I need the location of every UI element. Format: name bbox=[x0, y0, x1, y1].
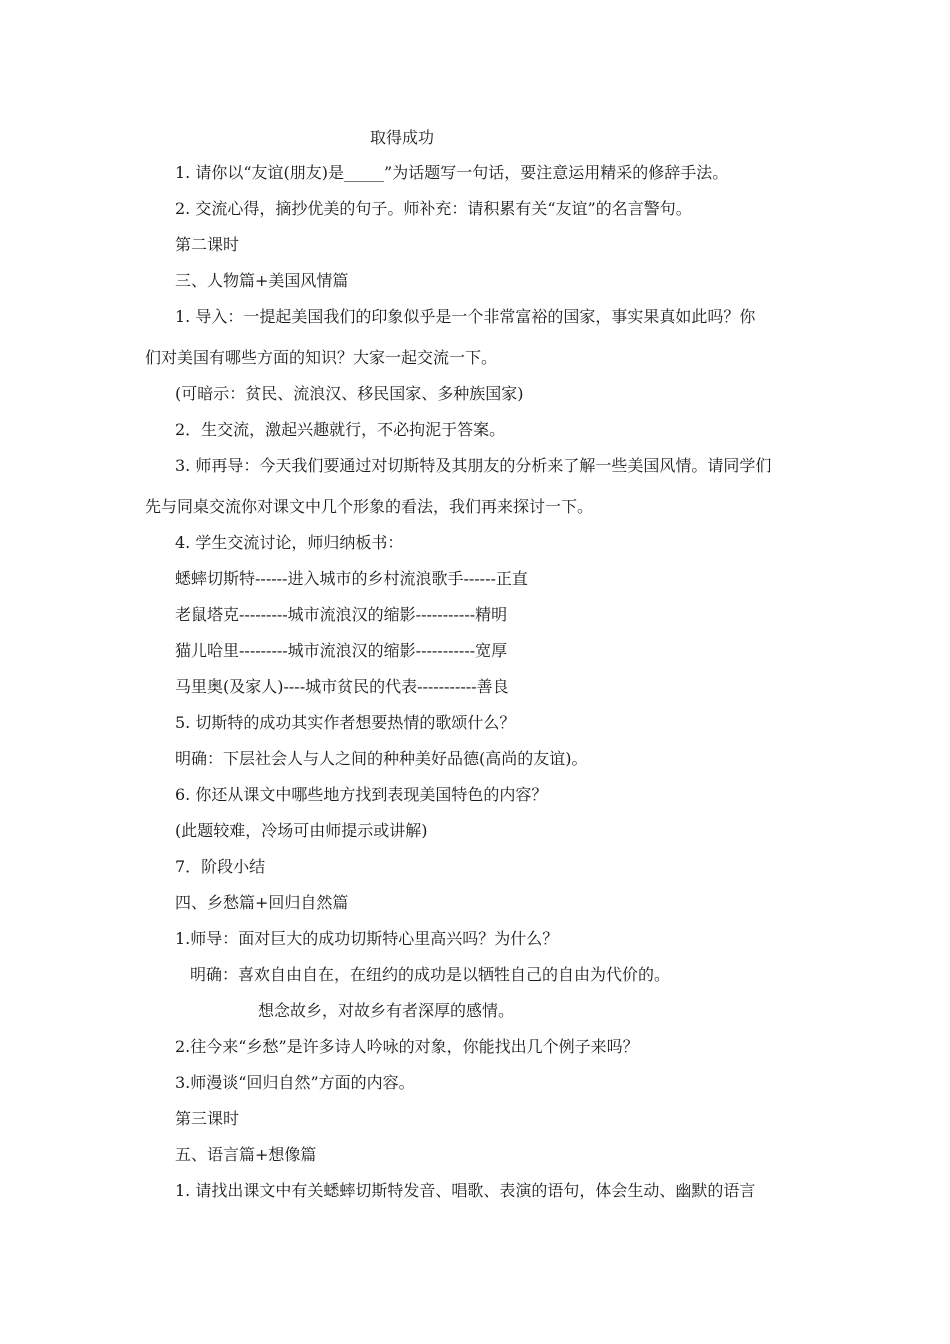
text-line: (可暗示：贫民、流浪汉、移民国家、多种族国家) bbox=[175, 384, 524, 403]
text-line: 3.师漫谈“回归自然”方面的内容。 bbox=[175, 1073, 415, 1092]
board-line: 马里奥(及家人)----城市贫民的代表-----------善良 bbox=[175, 677, 509, 696]
section-heading: 五、语言篇+想像篇 bbox=[175, 1145, 317, 1164]
text-line: 6. 你还从课文中哪些地方找到表现美国特色的内容？ bbox=[175, 785, 548, 804]
text-line: 2. 交流心得，摘抄优美的句子。师补充：请积累有关“友谊”的名言警句。 bbox=[175, 199, 692, 218]
text-line: 明确：下层社会人与人之间的种种美好品德(高尚的友谊)。 bbox=[175, 749, 588, 768]
board-line: 老鼠塔克---------城市流浪汉的缩影-----------精明 bbox=[175, 605, 508, 624]
text-line: 明确：喜欢自由自在，在纽约的成功是以牺牲自己的自由为代价的。 bbox=[190, 965, 671, 984]
section-heading: 三、人物篇+美国风情篇 bbox=[175, 271, 349, 290]
text-line: 1. 导入：一提起美国我们的印象似乎是一个非常富裕的国家，事实果真如此吗？你 bbox=[175, 307, 756, 326]
section-heading: 四、乡愁篇+回归自然篇 bbox=[175, 893, 349, 912]
text-line: 想念故乡，对故乡有者深厚的感情。 bbox=[258, 1001, 515, 1020]
section-heading: 第二课时 bbox=[175, 235, 240, 254]
section-heading: 第三课时 bbox=[175, 1109, 240, 1128]
text-line: 1.师导：面对巨大的成功切斯特心里高兴吗？为什么？ bbox=[175, 929, 559, 948]
text-line: 2．生交流，激起兴趣就行，不必拘泥于答案。 bbox=[175, 420, 506, 439]
text-line: 们对美国有哪些方面的知识？大家一起交流一下。 bbox=[145, 348, 498, 367]
text-line: 7．阶段小结 bbox=[175, 857, 266, 876]
text-line: 4. 学生交流讨论，师归纳板书： bbox=[175, 533, 404, 552]
text-line: 取得成功 bbox=[370, 128, 435, 147]
text-line: 1. 请找出课文中有关蟋蟀切斯特发音、唱歌、表演的语句，体会生动、幽默的语言 bbox=[175, 1181, 756, 1200]
text-line: 2.往今来“乡愁”是许多诗人吟咏的对象，你能找出几个例子来吗？ bbox=[175, 1037, 639, 1056]
text-line: 5. 切斯特的成功其实作者想要热情的歌颂什么？ bbox=[175, 713, 516, 732]
board-line: 猫儿哈里---------城市流浪汉的缩影-----------宽厚 bbox=[175, 641, 508, 660]
text-line: 3. 师再导：今天我们要通过对切斯特及其朋友的分析来了解一些美国风情。请同学们 bbox=[175, 456, 772, 475]
text-line: 1. 请你以“友谊(朋友)是_____”为话题写一句话，要注意运用精采的修辞手法。 bbox=[175, 163, 729, 182]
text-line: 先与同桌交流你对课文中几个形象的看法，我们再来探讨一下。 bbox=[145, 497, 594, 516]
board-line: 蟋蟀切斯特------进入城市的乡村流浪歌手------正直 bbox=[175, 569, 528, 588]
text-line: (此题较难，冷场可由师提示或讲解) bbox=[175, 821, 428, 840]
